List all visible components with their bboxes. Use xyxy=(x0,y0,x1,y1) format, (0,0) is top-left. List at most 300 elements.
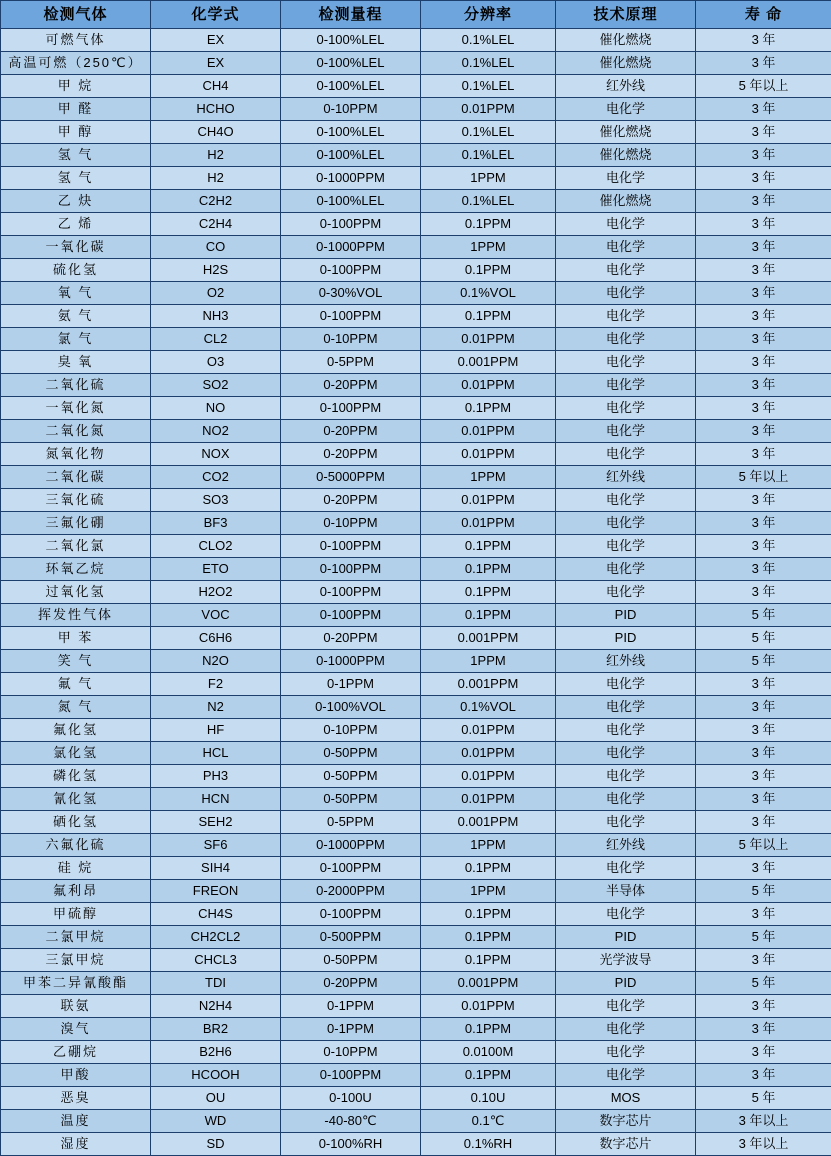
cell-resolution: 1PPM xyxy=(421,834,556,857)
table-row xyxy=(1,98,831,121)
table-row xyxy=(1,213,831,236)
cell-gas-name: 硒化氢 xyxy=(1,811,151,834)
cell-gas-name: 氢 气 xyxy=(1,167,151,190)
cell-detection-range: 0-1PPM xyxy=(281,673,421,696)
table-row xyxy=(1,282,831,305)
cell-chemical-formula: H2O2 xyxy=(151,581,281,604)
cell-resolution: 1PPM xyxy=(421,236,556,259)
cell-resolution: 1PPM xyxy=(421,880,556,903)
cell-gas-name: 笑 气 xyxy=(1,650,151,673)
cell-resolution: 0.01PPM xyxy=(421,328,556,351)
cell-detection-range: 0-100PPM xyxy=(281,903,421,926)
table-row xyxy=(1,236,831,259)
cell-detection-range: 0-10PPM xyxy=(281,1041,421,1064)
table-row xyxy=(1,121,831,144)
cell-detection-range: 0-100%LEL xyxy=(281,29,421,52)
cell-chemical-formula: EX xyxy=(151,29,281,52)
cell-detection-range: 0-20PPM xyxy=(281,489,421,512)
table-row xyxy=(1,75,831,98)
cell-lifetime: 3 年 xyxy=(696,282,831,305)
cell-chemical-formula: HF xyxy=(151,719,281,742)
cell-technical-principle: 催化燃烧 xyxy=(556,144,696,167)
cell-lifetime: 3 年 xyxy=(696,259,831,282)
cell-detection-range: 0-100%LEL xyxy=(281,75,421,98)
table-row xyxy=(1,190,831,213)
cell-lifetime: 3 年 xyxy=(696,213,831,236)
table-body xyxy=(1,29,831,1156)
table-row xyxy=(1,351,831,374)
table-row xyxy=(1,167,831,190)
cell-technical-principle: PID xyxy=(556,926,696,949)
cell-technical-principle: 红外线 xyxy=(556,466,696,489)
cell-chemical-formula: VOC xyxy=(151,604,281,627)
cell-detection-range: 0-5000PPM xyxy=(281,466,421,489)
cell-technical-principle: 电化学 xyxy=(556,397,696,420)
cell-detection-range: 0-100%LEL xyxy=(281,121,421,144)
cell-lifetime: 3 年 xyxy=(696,190,831,213)
cell-resolution: 0.01PPM xyxy=(421,742,556,765)
cell-detection-range: 0-100PPM xyxy=(281,558,421,581)
cell-resolution: 0.01PPM xyxy=(421,512,556,535)
cell-technical-principle: 电化学 xyxy=(556,98,696,121)
cell-technical-principle: 电化学 xyxy=(556,811,696,834)
cell-gas-name: 氟利昂 xyxy=(1,880,151,903)
cell-resolution: 0.01PPM xyxy=(421,788,556,811)
cell-resolution: 0.1%LEL xyxy=(421,75,556,98)
table-row xyxy=(1,489,831,512)
cell-detection-range: 0-5PPM xyxy=(281,811,421,834)
cell-technical-principle: 电化学 xyxy=(556,305,696,328)
cell-technical-principle: 红外线 xyxy=(556,834,696,857)
cell-lifetime: 3 年 xyxy=(696,420,831,443)
cell-resolution: 0.1PPM xyxy=(421,903,556,926)
cell-lifetime: 3 年 xyxy=(696,374,831,397)
cell-resolution: 0.1PPM xyxy=(421,926,556,949)
cell-resolution: 0.1%LEL xyxy=(421,29,556,52)
cell-detection-range: 0-20PPM xyxy=(281,420,421,443)
cell-technical-principle: 电化学 xyxy=(556,558,696,581)
column-header-formula: 化学式 xyxy=(151,1,281,29)
cell-chemical-formula: SO2 xyxy=(151,374,281,397)
column-header-range: 检测量程 xyxy=(281,1,421,29)
cell-resolution: 0.1PPM xyxy=(421,604,556,627)
cell-resolution: 0.01PPM xyxy=(421,719,556,742)
cell-chemical-formula: FREON xyxy=(151,880,281,903)
cell-detection-range: 0-2000PPM xyxy=(281,880,421,903)
table-row xyxy=(1,581,831,604)
cell-gas-name: 挥发性气体 xyxy=(1,604,151,627)
table-row xyxy=(1,627,831,650)
cell-detection-range: 0-10PPM xyxy=(281,512,421,535)
cell-resolution: 0.01PPM xyxy=(421,995,556,1018)
cell-chemical-formula: N2H4 xyxy=(151,995,281,1018)
cell-detection-range: 0-50PPM xyxy=(281,949,421,972)
cell-detection-range: 0-100%LEL xyxy=(281,144,421,167)
cell-detection-range: 0-50PPM xyxy=(281,765,421,788)
cell-chemical-formula: C6H6 xyxy=(151,627,281,650)
cell-lifetime: 3 年 xyxy=(696,558,831,581)
cell-chemical-formula: CO2 xyxy=(151,466,281,489)
cell-gas-name: 甲酸 xyxy=(1,1064,151,1087)
cell-gas-name: 过氧化氢 xyxy=(1,581,151,604)
cell-resolution: 1PPM xyxy=(421,466,556,489)
cell-resolution: 0.1PPM xyxy=(421,397,556,420)
cell-detection-range: 0-20PPM xyxy=(281,374,421,397)
cell-technical-principle: 电化学 xyxy=(556,282,696,305)
cell-detection-range: 0-10PPM xyxy=(281,328,421,351)
table-header-row xyxy=(1,1,831,29)
cell-gas-name: 湿度 xyxy=(1,1133,151,1156)
cell-resolution: 0.1PPM xyxy=(421,558,556,581)
cell-gas-name: 硅 烷 xyxy=(1,857,151,880)
cell-detection-range: 0-100%LEL xyxy=(281,52,421,75)
cell-lifetime: 3 年 xyxy=(696,397,831,420)
cell-lifetime: 3 年 xyxy=(696,489,831,512)
cell-gas-name: 恶臭 xyxy=(1,1087,151,1110)
cell-lifetime: 5 年 xyxy=(696,650,831,673)
cell-gas-name: 硫化氢 xyxy=(1,259,151,282)
cell-detection-range: 0-1000PPM xyxy=(281,236,421,259)
table-row xyxy=(1,673,831,696)
cell-resolution: 0.001PPM xyxy=(421,627,556,650)
table-row xyxy=(1,834,831,857)
table-row xyxy=(1,995,831,1018)
cell-chemical-formula: WD xyxy=(151,1110,281,1133)
cell-technical-principle: 电化学 xyxy=(556,489,696,512)
cell-chemical-formula: B2H6 xyxy=(151,1041,281,1064)
table-row xyxy=(1,1110,831,1133)
cell-technical-principle: 电化学 xyxy=(556,903,696,926)
cell-gas-name: 磷化氢 xyxy=(1,765,151,788)
cell-detection-range: 0-100%VOL xyxy=(281,696,421,719)
cell-lifetime: 3 年 xyxy=(696,236,831,259)
cell-lifetime: 3 年 xyxy=(696,1041,831,1064)
cell-detection-range: 0-50PPM xyxy=(281,788,421,811)
cell-detection-range: 0-100PPM xyxy=(281,604,421,627)
cell-gas-name: 二氧化氯 xyxy=(1,535,151,558)
table-row xyxy=(1,466,831,489)
cell-lifetime: 5 年 xyxy=(696,604,831,627)
table-row xyxy=(1,788,831,811)
cell-lifetime: 3 年 xyxy=(696,788,831,811)
table-row xyxy=(1,857,831,880)
cell-technical-principle: 催化燃烧 xyxy=(556,29,696,52)
cell-gas-name: 三氯甲烷 xyxy=(1,949,151,972)
cell-lifetime: 3 年 xyxy=(696,765,831,788)
cell-gas-name: 甲 烷 xyxy=(1,75,151,98)
cell-lifetime: 3 年 xyxy=(696,581,831,604)
cell-lifetime: 3 年 xyxy=(696,443,831,466)
cell-detection-range: 0-5PPM xyxy=(281,351,421,374)
cell-lifetime: 5 年 xyxy=(696,880,831,903)
cell-resolution: 0.01PPM xyxy=(421,98,556,121)
cell-gas-name: 二氯甲烷 xyxy=(1,926,151,949)
cell-lifetime: 5 年 xyxy=(696,972,831,995)
cell-technical-principle: 电化学 xyxy=(556,213,696,236)
cell-detection-range: 0-10PPM xyxy=(281,719,421,742)
cell-resolution: 0.1%LEL xyxy=(421,121,556,144)
table-row xyxy=(1,558,831,581)
cell-technical-principle: 电化学 xyxy=(556,765,696,788)
cell-lifetime: 5 年 xyxy=(696,1087,831,1110)
cell-resolution: 0.1PPM xyxy=(421,1064,556,1087)
table-row xyxy=(1,144,831,167)
cell-detection-range: 0-100PPM xyxy=(281,535,421,558)
cell-technical-principle: 电化学 xyxy=(556,443,696,466)
cell-gas-name: 二氧化氮 xyxy=(1,420,151,443)
cell-resolution: 0.1PPM xyxy=(421,857,556,880)
cell-detection-range: 0-500PPM xyxy=(281,926,421,949)
table-row xyxy=(1,1064,831,1087)
table-row xyxy=(1,397,831,420)
cell-technical-principle: 电化学 xyxy=(556,673,696,696)
cell-lifetime: 3 年 xyxy=(696,1064,831,1087)
cell-technical-principle: 电化学 xyxy=(556,351,696,374)
cell-gas-name: 可燃气体 xyxy=(1,29,151,52)
cell-technical-principle: 电化学 xyxy=(556,581,696,604)
cell-resolution: 0.1PPM xyxy=(421,259,556,282)
cell-resolution: 0.001PPM xyxy=(421,972,556,995)
cell-technical-principle: 红外线 xyxy=(556,650,696,673)
cell-technical-principle: 电化学 xyxy=(556,788,696,811)
cell-technical-principle: 电化学 xyxy=(556,742,696,765)
cell-detection-range: 0-100PPM xyxy=(281,259,421,282)
cell-technical-principle: 催化燃烧 xyxy=(556,121,696,144)
cell-chemical-formula: HCOOH xyxy=(151,1064,281,1087)
cell-chemical-formula: NOX xyxy=(151,443,281,466)
cell-resolution: 0.01PPM xyxy=(421,420,556,443)
cell-gas-name: 乙硼烷 xyxy=(1,1041,151,1064)
table-row xyxy=(1,512,831,535)
cell-gas-name: 氰化氢 xyxy=(1,788,151,811)
cell-chemical-formula: SF6 xyxy=(151,834,281,857)
cell-gas-name: 氧 气 xyxy=(1,282,151,305)
cell-chemical-formula: HCHO xyxy=(151,98,281,121)
cell-technical-principle: 电化学 xyxy=(556,696,696,719)
cell-resolution: 0.1℃ xyxy=(421,1110,556,1133)
table-row xyxy=(1,880,831,903)
cell-technical-principle: 电化学 xyxy=(556,374,696,397)
cell-detection-range: 0-100PPM xyxy=(281,213,421,236)
cell-gas-name: 氟化氢 xyxy=(1,719,151,742)
cell-lifetime: 3 年 xyxy=(696,167,831,190)
cell-chemical-formula: NH3 xyxy=(151,305,281,328)
cell-technical-principle: 电化学 xyxy=(556,719,696,742)
cell-technical-principle: 半导体 xyxy=(556,880,696,903)
table-row xyxy=(1,420,831,443)
cell-detection-range: -40-80℃ xyxy=(281,1110,421,1133)
cell-gas-name: 氟 气 xyxy=(1,673,151,696)
table-row xyxy=(1,811,831,834)
cell-lifetime: 3 年 xyxy=(696,512,831,535)
cell-chemical-formula: CH4 xyxy=(151,75,281,98)
cell-gas-name: 臭 氧 xyxy=(1,351,151,374)
table-row xyxy=(1,719,831,742)
cell-resolution: 0.1PPM xyxy=(421,213,556,236)
cell-technical-principle: 电化学 xyxy=(556,420,696,443)
cell-gas-name: 氯 气 xyxy=(1,328,151,351)
table-header xyxy=(1,1,831,29)
cell-chemical-formula: ETO xyxy=(151,558,281,581)
cell-technical-principle: 电化学 xyxy=(556,1041,696,1064)
cell-resolution: 0.1PPM xyxy=(421,581,556,604)
cell-chemical-formula: O2 xyxy=(151,282,281,305)
cell-technical-principle: 数字芯片 xyxy=(556,1110,696,1133)
table-row xyxy=(1,696,831,719)
cell-detection-range: 0-100U xyxy=(281,1087,421,1110)
cell-resolution: 0.1%LEL xyxy=(421,190,556,213)
cell-detection-range: 0-100PPM xyxy=(281,397,421,420)
table-row xyxy=(1,443,831,466)
cell-chemical-formula: CO xyxy=(151,236,281,259)
cell-chemical-formula: PH3 xyxy=(151,765,281,788)
cell-technical-principle: PID xyxy=(556,627,696,650)
cell-resolution: 0.1PPM xyxy=(421,305,556,328)
cell-lifetime: 3 年 xyxy=(696,328,831,351)
table-row xyxy=(1,29,831,52)
cell-technical-principle: 电化学 xyxy=(556,259,696,282)
cell-gas-name: 六氟化硫 xyxy=(1,834,151,857)
cell-lifetime: 3 年 xyxy=(696,696,831,719)
cell-resolution: 1PPM xyxy=(421,650,556,673)
cell-lifetime: 3 年以上 xyxy=(696,1133,831,1156)
cell-gas-name: 氮氧化物 xyxy=(1,443,151,466)
cell-detection-range: 0-30%VOL xyxy=(281,282,421,305)
cell-chemical-formula: N2O xyxy=(151,650,281,673)
cell-gas-name: 乙 炔 xyxy=(1,190,151,213)
cell-gas-name: 氢 气 xyxy=(1,144,151,167)
cell-lifetime: 3 年 xyxy=(696,305,831,328)
cell-gas-name: 环氧乙烷 xyxy=(1,558,151,581)
table-row xyxy=(1,1133,831,1156)
cell-lifetime: 5 年以上 xyxy=(696,834,831,857)
cell-gas-name: 三氟化硼 xyxy=(1,512,151,535)
cell-chemical-formula: BR2 xyxy=(151,1018,281,1041)
cell-detection-range: 0-20PPM xyxy=(281,443,421,466)
cell-technical-principle: 电化学 xyxy=(556,328,696,351)
cell-lifetime: 3 年 xyxy=(696,857,831,880)
cell-chemical-formula: SD xyxy=(151,1133,281,1156)
cell-technical-principle: 红外线 xyxy=(556,75,696,98)
cell-gas-name: 二氧化碳 xyxy=(1,466,151,489)
cell-gas-name: 一氧化碳 xyxy=(1,236,151,259)
cell-resolution: 0.1PPM xyxy=(421,949,556,972)
cell-lifetime: 3 年 xyxy=(696,811,831,834)
cell-chemical-formula: SIH4 xyxy=(151,857,281,880)
cell-technical-principle: PID xyxy=(556,604,696,627)
cell-resolution: 0.01PPM xyxy=(421,489,556,512)
cell-detection-range: 0-20PPM xyxy=(281,972,421,995)
cell-technical-principle: 电化学 xyxy=(556,1018,696,1041)
table-row xyxy=(1,604,831,627)
cell-detection-range: 0-1000PPM xyxy=(281,650,421,673)
cell-chemical-formula: CH2CL2 xyxy=(151,926,281,949)
table-row xyxy=(1,328,831,351)
cell-lifetime: 3 年以上 xyxy=(696,1110,831,1133)
cell-technical-principle: 电化学 xyxy=(556,512,696,535)
cell-gas-name: 甲 醇 xyxy=(1,121,151,144)
cell-gas-name: 甲苯二异氰酸酯 xyxy=(1,972,151,995)
cell-chemical-formula: C2H4 xyxy=(151,213,281,236)
cell-detection-range: 0-100%LEL xyxy=(281,190,421,213)
cell-chemical-formula: HCL xyxy=(151,742,281,765)
cell-chemical-formula: H2 xyxy=(151,144,281,167)
cell-lifetime: 3 年 xyxy=(696,535,831,558)
cell-lifetime: 5 年以上 xyxy=(696,466,831,489)
table-row xyxy=(1,305,831,328)
cell-chemical-formula: CHCL3 xyxy=(151,949,281,972)
cell-resolution: 0.1PPM xyxy=(421,535,556,558)
cell-detection-range: 0-50PPM xyxy=(281,742,421,765)
cell-lifetime: 3 年 xyxy=(696,949,831,972)
cell-resolution: 0.001PPM xyxy=(421,811,556,834)
cell-gas-name: 温度 xyxy=(1,1110,151,1133)
cell-resolution: 0.1PPM xyxy=(421,1018,556,1041)
cell-resolution: 0.01PPM xyxy=(421,374,556,397)
cell-gas-name: 一氧化氮 xyxy=(1,397,151,420)
table-row xyxy=(1,926,831,949)
cell-lifetime: 5 年以上 xyxy=(696,75,831,98)
cell-lifetime: 3 年 xyxy=(696,351,831,374)
cell-gas-name: 溴气 xyxy=(1,1018,151,1041)
cell-lifetime: 3 年 xyxy=(696,121,831,144)
cell-chemical-formula: OU xyxy=(151,1087,281,1110)
cell-gas-name: 三氧化硫 xyxy=(1,489,151,512)
cell-lifetime: 3 年 xyxy=(696,98,831,121)
cell-resolution: 0.1%LEL xyxy=(421,144,556,167)
cell-chemical-formula: NO2 xyxy=(151,420,281,443)
cell-chemical-formula: CH4O xyxy=(151,121,281,144)
cell-detection-range: 0-100PPM xyxy=(281,305,421,328)
cell-chemical-formula: C2H2 xyxy=(151,190,281,213)
cell-resolution: 0.001PPM xyxy=(421,351,556,374)
table-row xyxy=(1,742,831,765)
cell-lifetime: 3 年 xyxy=(696,673,831,696)
table-row xyxy=(1,650,831,673)
table-row xyxy=(1,972,831,995)
cell-resolution: 0.1%RH xyxy=(421,1133,556,1156)
cell-resolution: 0.001PPM xyxy=(421,673,556,696)
cell-lifetime: 3 年 xyxy=(696,144,831,167)
cell-detection-range: 0-100PPM xyxy=(281,857,421,880)
cell-technical-principle: PID xyxy=(556,972,696,995)
cell-resolution: 0.10U xyxy=(421,1087,556,1110)
cell-detection-range: 0-100%RH xyxy=(281,1133,421,1156)
cell-chemical-formula: EX xyxy=(151,52,281,75)
table-row xyxy=(1,1087,831,1110)
cell-gas-name: 氯化氢 xyxy=(1,742,151,765)
cell-detection-range: 0-1PPM xyxy=(281,995,421,1018)
cell-chemical-formula: BF3 xyxy=(151,512,281,535)
cell-lifetime: 3 年 xyxy=(696,719,831,742)
cell-technical-principle: 电化学 xyxy=(556,995,696,1018)
table-row xyxy=(1,765,831,788)
table-row xyxy=(1,949,831,972)
cell-technical-principle: 电化学 xyxy=(556,535,696,558)
cell-gas-name: 甲 苯 xyxy=(1,627,151,650)
cell-gas-name: 高温可燃（250℃） xyxy=(1,52,151,75)
cell-chemical-formula: CH4S xyxy=(151,903,281,926)
cell-chemical-formula: SEH2 xyxy=(151,811,281,834)
table-row xyxy=(1,1018,831,1041)
column-header-lifetime: 寿 命 xyxy=(696,1,831,29)
cell-resolution: 0.0100M xyxy=(421,1041,556,1064)
cell-chemical-formula: HCN xyxy=(151,788,281,811)
table-row xyxy=(1,535,831,558)
cell-technical-principle: 催化燃烧 xyxy=(556,52,696,75)
cell-resolution: 0.1%VOL xyxy=(421,282,556,305)
cell-technical-principle: 催化燃烧 xyxy=(556,190,696,213)
